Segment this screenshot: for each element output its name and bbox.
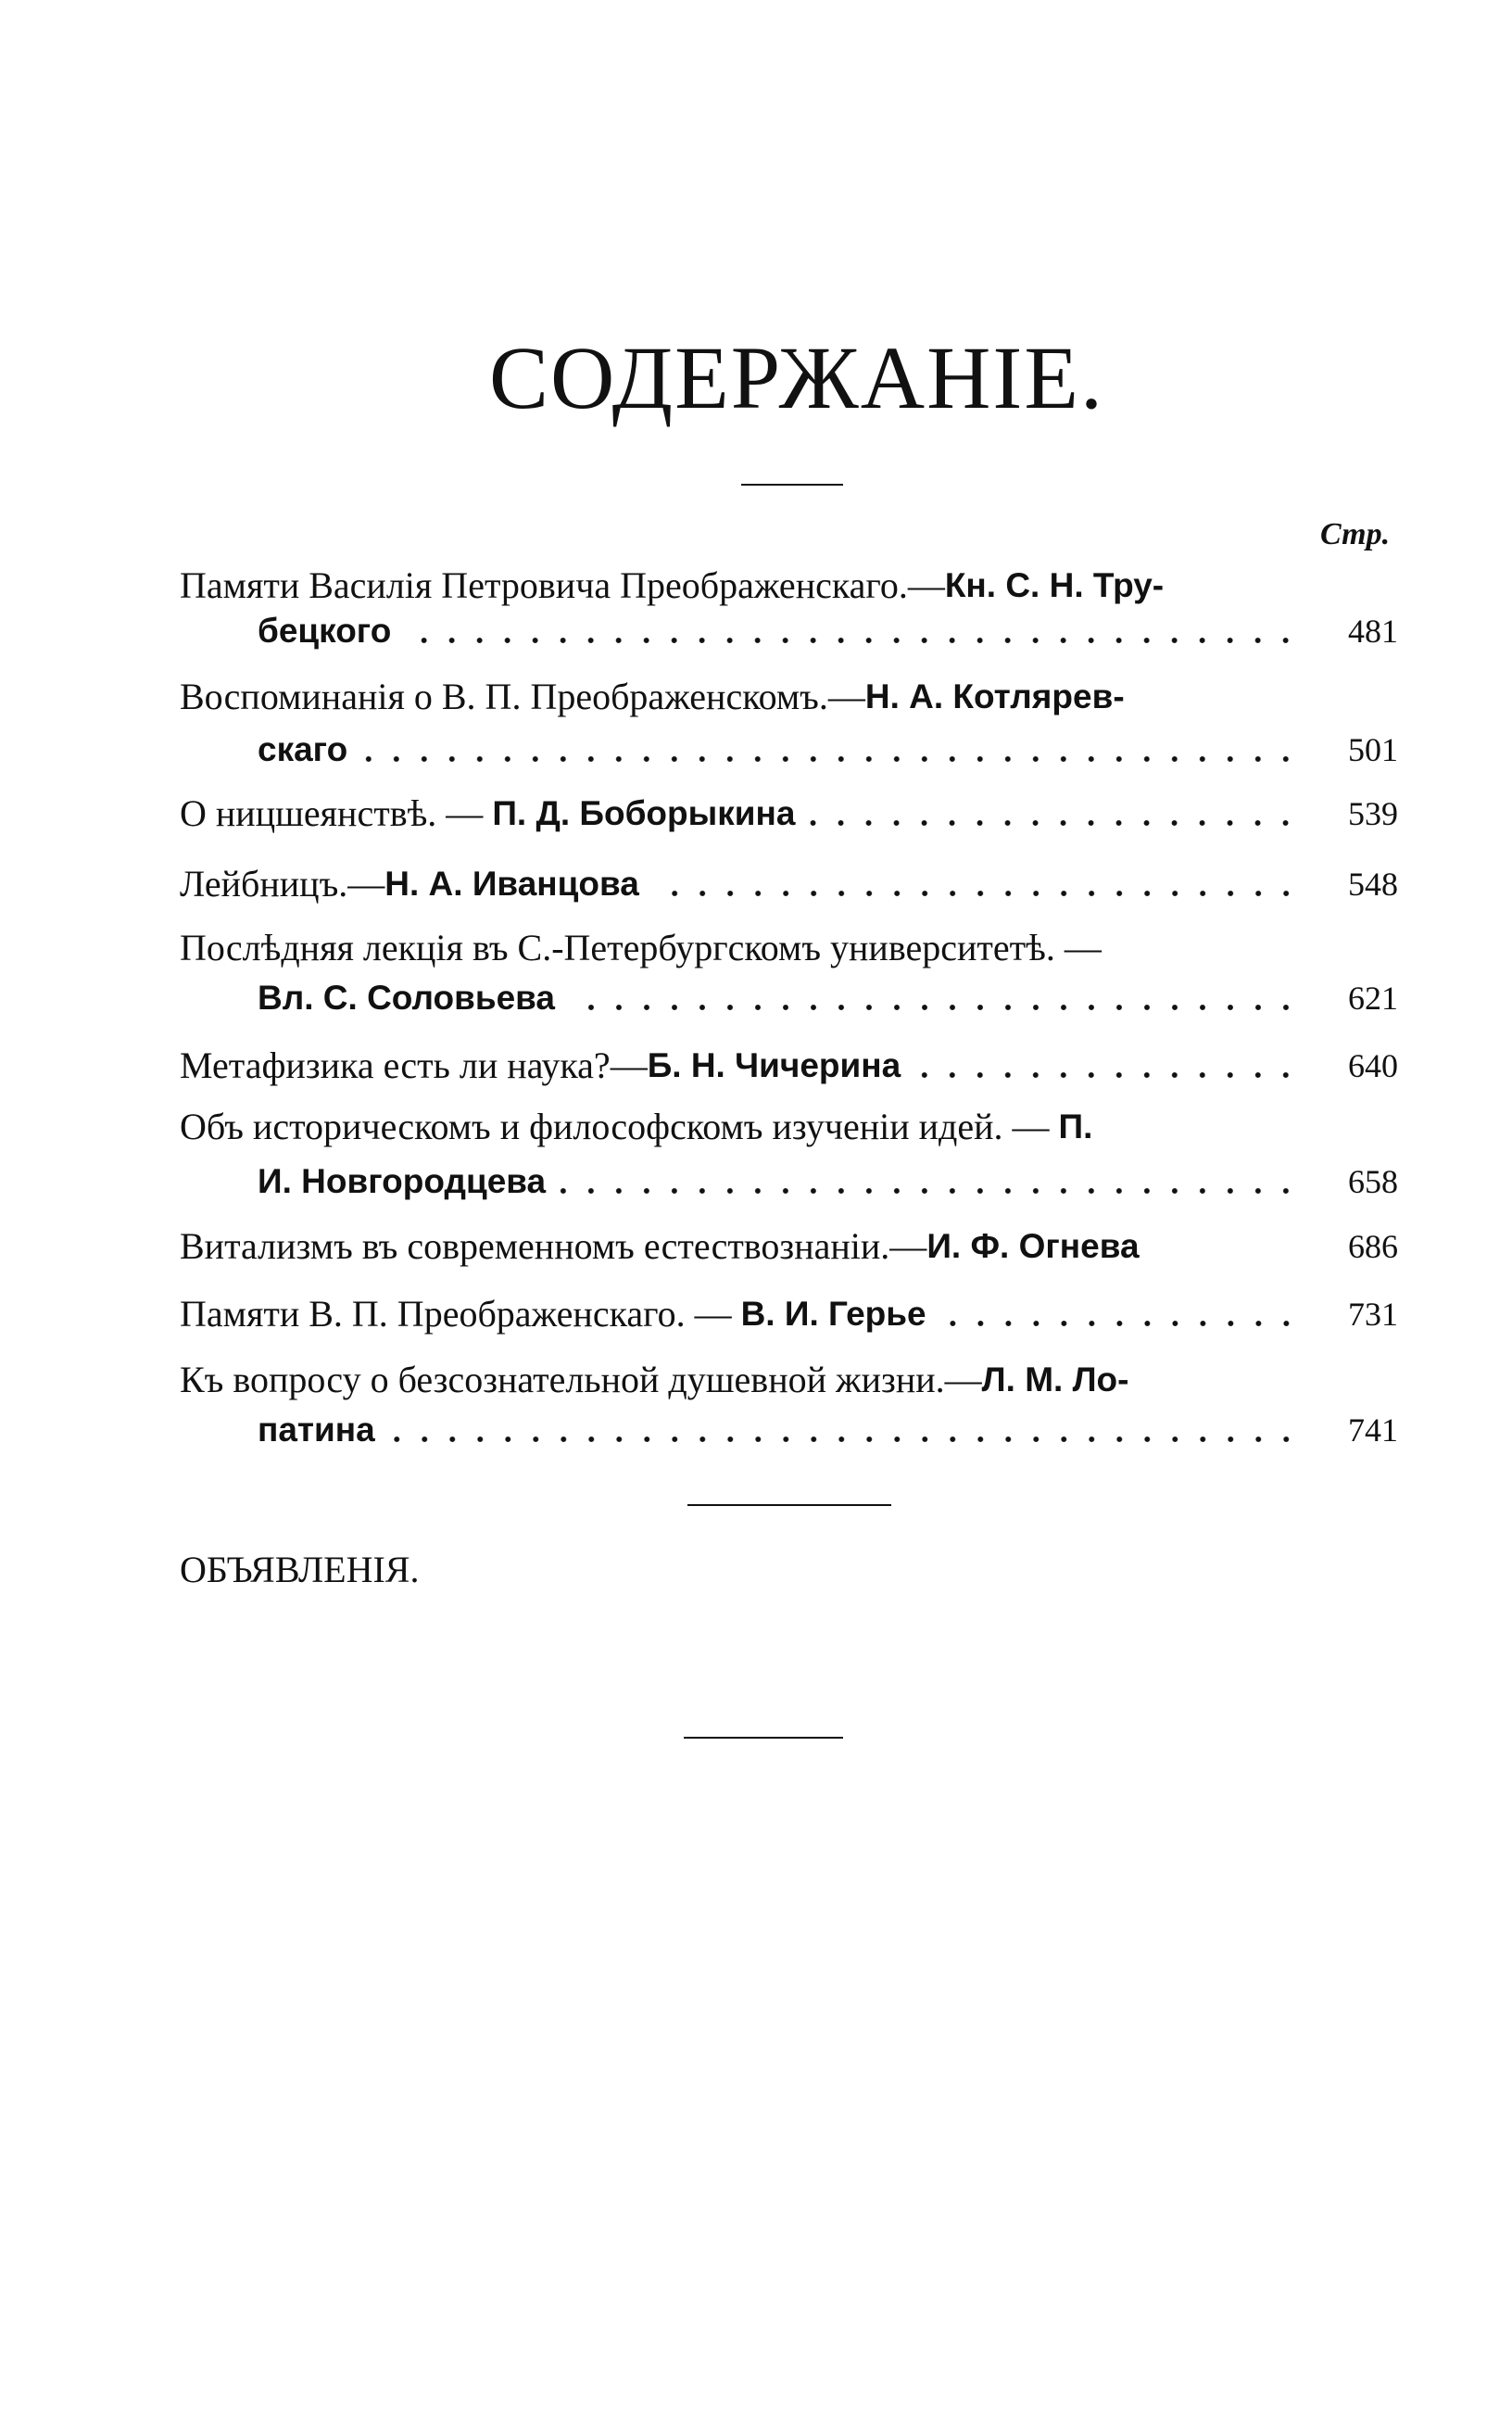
page-number: 539: [1348, 795, 1398, 832]
page-number: 501: [1348, 731, 1398, 768]
entry-author: Н. А. Иванцова: [384, 865, 639, 903]
toc-entry-line: [258, 976, 1398, 1020]
page-title: СОДЕРЖАНІЕ.: [489, 328, 1104, 427]
dot-leader: [808, 810, 1300, 829]
dot-leader: [939, 1310, 1300, 1329]
page-number: 481: [1348, 613, 1398, 650]
toc-entry-line: [180, 1105, 1398, 1149]
toc-entry-line: [258, 609, 1398, 653]
entry-title: Памяти В. П. Преображенскаго. —: [180, 1293, 741, 1335]
toc-entry-line: [258, 1408, 1398, 1452]
toc-entry-line: [180, 1224, 1398, 1269]
entry-author: И. Новгородцева: [258, 1162, 547, 1200]
entry-title: Воспоминанія о В. П. Преображенскомъ.—: [180, 676, 865, 717]
entry-title: Послѣдняя лекція въ С.-Петербургскомъ университетѣ. —: [180, 927, 1102, 968]
dot-leader: [914, 1062, 1300, 1081]
advertisements-heading: ОБЪЯВЛЕНІЯ.: [180, 1549, 420, 1590]
toc-entry-line: [258, 728, 1398, 772]
entry-author: Вл. С. Соловьева: [258, 979, 555, 1017]
entry-author: Н. А. Котлярев-: [864, 677, 1125, 715]
divider: [741, 484, 843, 486]
entry-author: скаго: [258, 730, 348, 768]
toc-entry-line: [180, 862, 1398, 906]
page-number: 741: [1348, 1411, 1398, 1449]
entry-author: Л. М. Ло-: [981, 1361, 1129, 1399]
entry-title: Къ вопросу о безсознательной душевной жизни.—: [180, 1359, 982, 1400]
entry-title: Витализмъ въ современномъ естествознаніи.—: [180, 1225, 927, 1267]
toc-entry-line: [180, 563, 1398, 608]
dot-leader: [652, 880, 1300, 899]
entry-author: П.: [1058, 1107, 1093, 1145]
toc-entry-line: [180, 1292, 1398, 1336]
entry-title: Памяти Василія Петровича Преображенскаго.—: [180, 564, 945, 606]
page-number: 731: [1348, 1296, 1398, 1333]
toc-entry-line: [180, 1358, 1398, 1402]
page-number: 640: [1348, 1047, 1398, 1084]
entry-title: О ницшеянствѣ. —: [180, 792, 493, 834]
dot-leader: [404, 627, 1300, 646]
dot-leader: [388, 1426, 1300, 1445]
divider: [684, 1737, 843, 1739]
entry-title: Лейбницъ.—: [180, 863, 385, 905]
dot-leader: [568, 994, 1300, 1013]
toc-entry-line: [180, 791, 1398, 836]
entry-author: И. Ф. Огнева: [926, 1227, 1140, 1265]
page-number: 658: [1348, 1163, 1398, 1200]
page-number: 548: [1348, 866, 1398, 903]
toc-entry-line: [258, 1159, 1398, 1204]
entry-author: бецкого: [258, 612, 392, 650]
divider: [687, 1504, 891, 1506]
entry-title: Объ историческомъ и философскомъ изученіи идей. —: [180, 1106, 1059, 1147]
dot-leader: [559, 1178, 1300, 1196]
entry-author: В. И. Герье: [740, 1295, 926, 1333]
entry-title: Метафизика есть ли наука?—: [180, 1044, 648, 1086]
entry-author: Кн. С. Н. Тру-: [944, 566, 1165, 604]
entry-author: патина: [258, 1411, 375, 1449]
page-number: 621: [1348, 980, 1398, 1017]
toc-entry-line: [180, 675, 1398, 719]
entry-author: П. Д. Боборыкина: [492, 794, 796, 832]
page-number: 686: [1348, 1228, 1398, 1265]
page-column-label: Стр.: [1320, 517, 1391, 551]
toc-entry-line: [180, 1044, 1398, 1088]
dot-leader: [360, 746, 1300, 765]
entry-author: Б. Н. Чичерина: [647, 1046, 901, 1084]
toc-entry-line: [180, 926, 1398, 970]
